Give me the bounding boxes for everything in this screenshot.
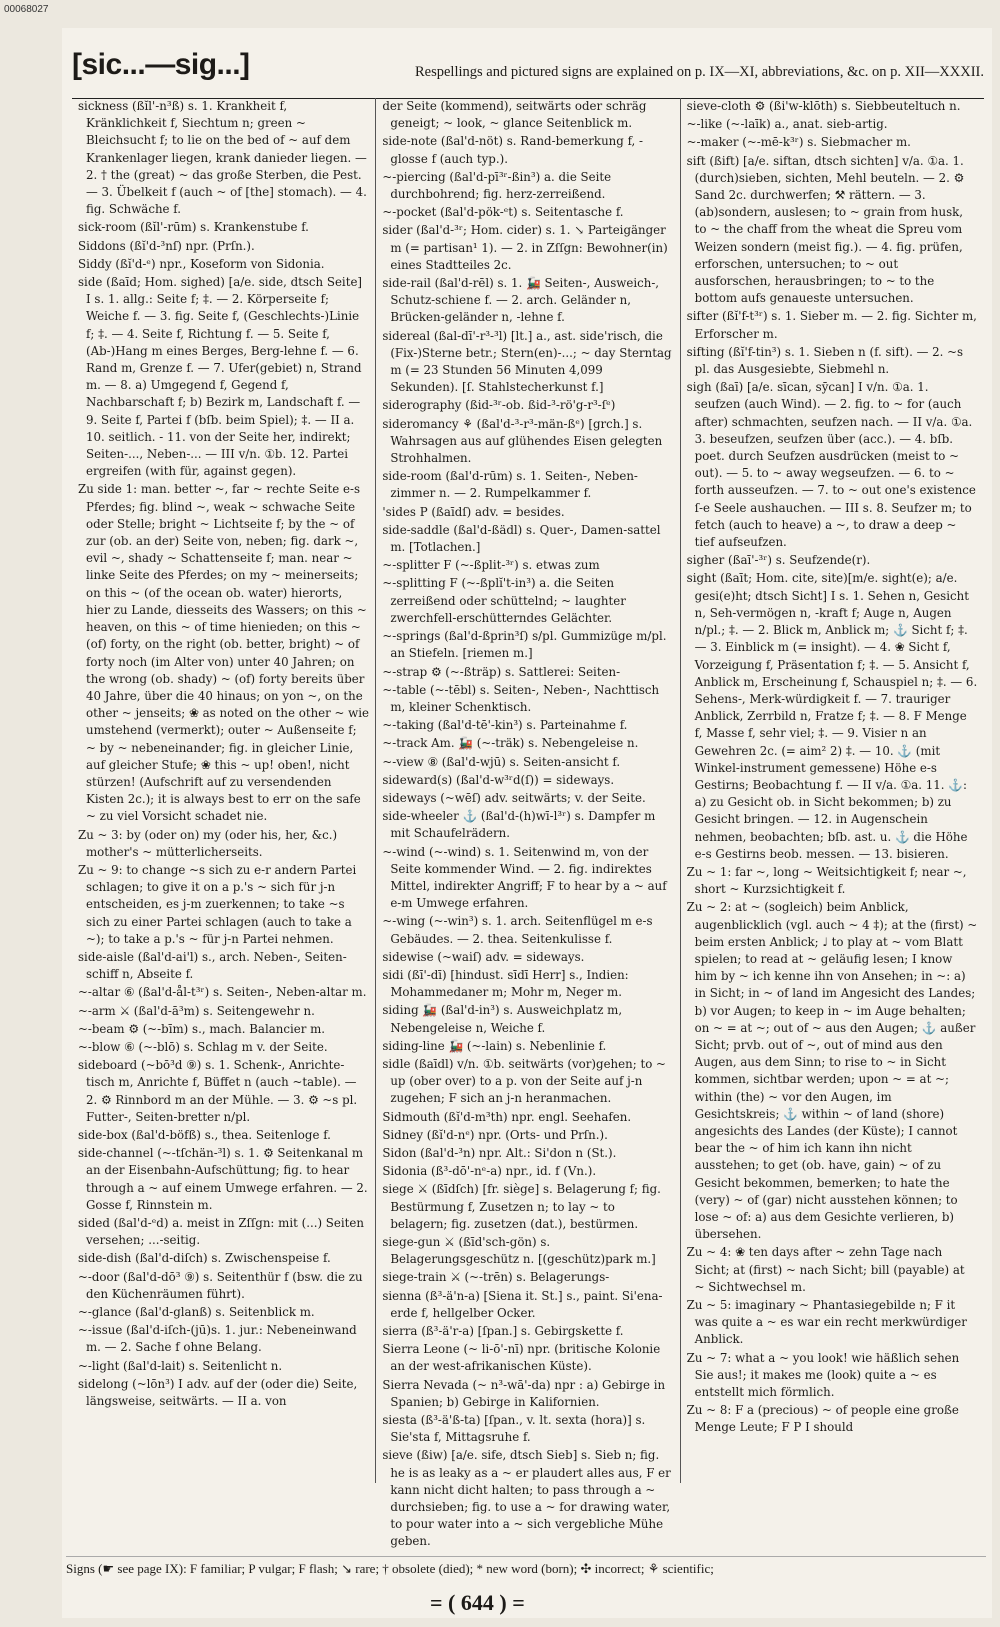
dictionary-entry: ~-splitting F (~-ßplĭ't-in³) a. die Seiten zerreißend oder schüttelnd; ~ laughter zwerchfell-erschütterndes Gelächter. [382,576,626,625]
document-id: 00068027 [4,4,49,15]
dictionary-entry: side-wheeler ⚓ (ßal'd-(h)wī-l³ʳ) s. Dampfer m mit Schaufelrädern. [382,809,656,841]
dictionary-entry: Zu ~ 9: to change ~s sich zu e-r andern Partei schlagen; to give it on a p.'s ~ sich für j-n entscheiden, es j-m zuerkennen; to take ~s sich zu einer Partei schlagen (auch to take a ~); to take a p.'s ~ für j-n Partei nehmen. [78,862,357,946]
dictionary-entry: Siddy (ßĭ'd-ᵉ) npr., Koseform von Sidonia. [78,256,325,271]
dictionary-entry: ~-altar ⑥ (ßal'd-ål-t³ʳ) s. Seiten-, Neben-altar m. [78,985,367,1000]
dictionary-entry: ~-piercing (ßal'd-pī³ʳ-ßin³) a. die Seite durchbohrend; fig. herz-zerreißend. [382,169,612,202]
dictionary-entry: side-aisle (ßal'd-ai'l) s., arch. Neben-, Seiten-schiff n, Abseite f. [78,949,347,982]
dictionary-entry: Zu ~ 8: F a (precious) ~ of people eine große Menge Leute; F P I should [686,1403,959,1435]
dictionary-entry: ~-like (~-laīk) a., anat. sieb-artig. [686,117,888,132]
dictionary-entry: siege ⚔ (ßīdſch) [fr. siège] s. Belagerung f; fig. Bestürmung f, Zusetzen n; to lay ~ to belagern; fig. zusetzen (dat.), bestürmen. [382,1182,661,1231]
dictionary-entry: sided (ßal'd-ᵉd) a. meist in Zſſgn: mit (...) Seiten versehen; ...-seitig. [78,1216,364,1248]
column-2 [376,98,680,1549]
dictionary-entry: siding-line 🚂 (~-lain) s. Nebenlinie f. [382,1038,607,1053]
dictionary-entry: ~-glance (ßal'd-glanß) s. Seitenblick m. [78,1305,315,1320]
dictionary-entry: Siddons (ßĭ'd-³nſ) npr. (Prſn.). [78,238,255,253]
dictionary-entry: Sidonia (ß³-dō'-nᵉ-a) npr., id. f (Vn.). [382,1164,597,1179]
column-1 [72,98,376,1483]
dictionary-entry: ~-track Am. 🚂 (~-träk) s. Nebengeleise n. [382,736,639,751]
header-description: Respellings and pictured signs are explained on p. IX—XI, abbreviations, &c. on p. XII—XXXII. [415,64,984,80]
dictionary-entry: sideways (~wēſ) adv. seitwärts; v. der Seite. [382,790,646,805]
dictionary-entry: Zu ~ 1: far ~, long ~ Weitsichtigkeit f; near ~, short ~ Kurzsichtigkeit f. [686,864,967,897]
dictionary-entry: siege-train ⚔ (~-trēn) s. Belagerungs- [382,1270,610,1285]
dictionary-entry: ~-issue (ßal'd-iſch-(jū)s. 1. jur.: Nebeneinwand m. — 2. Sache f ohne Belang. [78,1323,357,1355]
header-term-range: [sic...—sig...] [72,48,250,81]
dictionary-entry: sigher (ßaī'-³ʳ) s. Seufzende(r). [686,553,871,568]
dictionary-entry: ~-light (ßal'd-lait) s. Seitenlicht n. [78,1358,283,1373]
dictionary-entry: side-dish (ßal'd-diſch) s. Zwischenspeise f. [78,1251,331,1266]
dictionary-entry: Sierra Nevada (~ n³-wā'-da) npr : a) Gebirge in Spanien; b) Gebirge in Kalifornien. [382,1377,666,1409]
dictionary-entry: sigh (ßaī) [a/e. sīcan, sȳcan] I v/n. ①a. 1. seufzen (auch Wind). — 2. fig. to ~ for (auch after) schmachten, seufzen nach. — II v/a. ①a. 3. beseufzen, seufzen über (acc.). — 4. bſb. poet. durch Seufzen ausdrücken (meist to ~ out). — 5. to ~ away wegseufzen. — 6. to ~ forth ausseufzen. — 7. to ~ out one's existence ſ-e Seele aushauchen. — III s. 8. Seufzer m; to fetch (auch to heave) a ~, to draw a deep ~ tief aufseufzen. [686,380,976,550]
dictionary-entry: Zu side 1: man. better ~, far ~ rechte Seite e-s Pferdes; fig. blind ~, weak ~ schwache Seite oder Stelle; bright ~ Lichtseite f; by the ~ of zur (ob. an der) Seite von, neben; fig. dark ~, evil ~, shady ~ Schattenseite f; man. near ~ linke Seite des Pferdes; on my ~ meinerseits; on this ~ (of the ocean ob. water) hierorts, hier zu Lande, diesseits des Wassers; on this ~ heaven, on this ~ of time hienieden; on this ~ (of) forty, on the right (ob. better, bright) ~ of forty noch (im Alter von) unter 40 Jahren; on the wrong (ob. shady) ~ (of) forty bereits über 40 Jahre, über die 40 hinaus; on yon ~, on the other ~ jenseits; ❀ as noted on the other ~ wie umstehend (vermerkt); outer ~ Außenseite f; ~ by ~ nebeneinander; fig. in gleicher Linie, auf gleicher Stufe; ❀ this ~ up! oben!, nicht stürzen! (Aufschrift auf zu versendenden Kisten 2c.); it is always best to err on the safe ~ zu viel Vorsicht schadet nie. [78,482,370,824]
dictionary-entry: ~-table (~-tēbl) s. Seiten-, Neben-, Nachttisch m, kleiner Schenktisch. [382,682,660,714]
dictionary-entry: sifter (ßĭ'f-t³ʳ) s. 1. Sieber m. — 2. fig. Sichter m, Erforscher m. [686,309,977,341]
dictionary-entry: siesta (ß³-ä'ß-ta) [ſpan., v. lt. sexta (hora)] s. Sie'sta f, Mittagsruhe f. [382,1413,646,1445]
dictionary-entry: ~-beam ⚙ (~-bīm) s., mach. Balancier m. [78,1021,326,1036]
page-header [72,48,984,99]
dictionary-entry: ~-door (ßal'd-dō³ ⑨) s. Seitenthür f (bsw. die zu den Küchenräumen führt). [78,1269,363,1301]
dictionary-entry: ~-taking (ßal'd-tē'-kin³) s. Parteinahme f. [382,718,628,733]
dictionary-entry: side-note (ßal'd-nöt) s. Rand-bemerkung f, -glosse f (auch typ.). [382,134,644,166]
column-3 [681,98,984,1483]
dictionary-entry: Sidney (ßĭ'd-nᵉ) npr. (Orts- und Prſn.). [382,1127,608,1142]
dictionary-entry: sight (ßaīt; Hom. cite, site)[m/e. sight(e); a/e. gesi(e)ht; dtsch Sicht] I s. 1. Sehen n, Gesicht n, Seh-vermögen n, -kraft f; Auge n, Augen n/pl.; ‡. — 2. Blick m, Anblick m; ⚓ Sicht f; ‡. — 3. Einblick m (= insight). — 4. ❀ Sicht f, Vorzeigung f, Präsentation f; ‡. — 5. Ansicht f, Anblick m, Erscheinung f, Schauspiel n; ‡. — 6. Sehens-, Merk-würdigkeit f. — 7. trauriger Anblick, Zerrbild n, Fratze f; ‡. — 8. F Menge f, Masse f, sehr viel; ‡. — 9. Visier n an Gewehren 2c. (= aim² 2) ‡. — 10. ⚓ (mit Winkel-instrument gemessene) Höhe e-s Gestirns; Beobachtung f. — II v/a. ①a. 11. ⚓: a) zu Gesicht ob. in Sicht bekommen; b) zu Gesicht bringen. — 12. in Augenschein nehmen, beobachten; bſb. ast. u. ⚓ die Höhe e-s Gestirns beob. messen. — 13. bisieren. [686,571,978,861]
dictionary-entry: sick-room (ßĭl'-rūm) s. Krankenstube f. [78,220,309,235]
dictionary-entry: side-channel (~-tſchän-³l) s. 1. ⚙ Seitenkanal m an der Eisenbahn-Aufschüttung; fig. to hear through a ~ auf einem Umwege erfahren. — 2. Gosse f, Rinnstein m. [78,1146,368,1212]
dictionary-entry: side-saddle (ßal'd-ßädl) s. Quer-, Damen-sattel m. [Totlachen.] [382,522,661,555]
dictionary-entry: Sidmouth (ßĭ'd-m³th) npr. engl. Seehafen. [382,1109,632,1124]
dictionary-entry: sieve-cloth ⚙ (ßi'w-klōth) s. Siebbeuteltuch n. [686,99,961,113]
dictionary-entry: sierra (ß³-ä'r-a) [ſpan.] s. Gebirgskette f. [382,1324,624,1339]
dictionary-entry: Sidon (ßal'd-³n) npr. Alt.: Si'don n (St.). [382,1145,617,1160]
dictionary-entry: ~-springs (ßal'd-ßprin³ſ) s/pl. Gummizüge m/pl. an Stiefeln. [riemen m.] [382,629,667,661]
dictionary-entry: ~-splitter F (~-ßplit-³ʳ) s. etwas zum [382,558,600,573]
dictionary-entry: side-room (ßal'd-rūm) s. 1. Seiten-, Neben-zimmer n. — 2. Rumpelkammer f. [382,469,638,501]
dictionary-entry: sideboard (~bō³d ⑨) s. 1. Schenk-, Anrichte-tisch m, Anrichte f, Büffet n (auch ~table). — 2. ⚙ Rinnbord m an der Mühle. — 3. ⚙ ~s pl. Futter-, Seiten-bretter n/pl. [78,1058,358,1124]
dictionary-entry: sidelong (~lōn³) I adv. auf der (oder die) Seite, längsweise, seitwärts. — II a. von [78,1376,358,1409]
dictionary-entry: sidi (ßī'-dī) [hindust. sīdī Herr] s., Indien: Mohammedaner m; Mohr m, Neger m. [382,967,629,1000]
dictionary-entry: ~-arm ⚔ (ßal'd-ā³m) s. Seitengewehr n. [78,1003,315,1018]
dictionary-entry: Sierra Leone (~ li-ō'-nī) npr. (britische Kolonie an der west-afrikanischen Küste). [382,1342,661,1374]
dictionary-entry: Zu ~ 5: imaginary ~ Phantasiegebilde n; F it was quite a ~ es war ein recht merkwürdiger Anblick. [686,1298,967,1347]
dictionary-entry: ~-maker (~-mē-k³ʳ) s. Siebmacher m. [686,135,911,150]
dictionary-entry: siege-gun ⚔ (ßīd'sch-gön) s. Belagerungsgeschütz n. [(geschütz)park m.] [382,1235,656,1267]
dictionary-entry: ~-wing (~-win³) s. 1. arch. Seitenflügel m e-s Gebäudes. — 2. thea. Seitenkulisse f. [382,914,653,946]
dictionary-entry: ~-wind (~-wind) s. 1. Seitenwind m, von der Seite kommender Wind. — 2. fig. indirektes Mittel, indirekter Angriff; F to hear by a ~ auf e-m Umwege erfahren. [382,844,667,911]
dictionary-entry: sidewise (~waiſ) adv. = sideways. [382,949,585,964]
dictionary-entry: ~-view ⑧ (ßal'd-wjū) s. Seiten-ansicht f. [382,754,621,769]
dictionary-entry: sienna (ß³-ä'n-a) [Siena it. St.] s., paint. Si'ena-erde f, hellgelber Ocker. [382,1288,663,1320]
dictionary-entry: sideward(s) (ßal'd-w³ʳd(ſ)) = sideways. [382,772,615,787]
dictionary-entry: ~-pocket (ßal'd-pök-ᵉt) s. Seitentasche f. [382,205,624,220]
dictionary-entry: sickness (ßĭl'-n³ß) s. 1. Krankheit f, Kränklichkeit f, Siechtum n; green ~ Bleichsucht f; to lie on the bed of ~ auf dem Krankenlager liegen, krank danieder liegen. — 2. † the (great) ~ das große Sterben, die Pest. — 3. Übelkeit f (auch ~ of [the] stomach). — 4. fig. Schwäche f. [78,99,367,217]
page-number: = ( 644 ) = [430,1590,525,1615]
dictionary-entry: der Seite (kommend), seitwärts oder schräg geneigt; ~ look, ~ glance Seitenblick m. [382,99,647,131]
dictionary-entry: sift (ßift) [a/e. siftan, dtsch sichten] v/a. ①a. 1. (durch)sieben, sichten, Mehl beuteln. — 2. ⚙ Sand 2c. durchwerfen; ⚒ rättern. — 3. (ab)sondern, auslesen; to ~ grain from husk, to ~ the chaff from the wheat die Spreu vom Weizen sondern (meist fig.). — 4. fig. prüfen, erforschen, untersuchen; to ~ out ausforschen, herausbringen; to ~ to the bottom aufs genaueste untersuchen. [686,153,965,306]
dictionary-entry: sider (ßal'd-³ʳ; Hom. cider) s. 1. ↘ Parteigänger m (= partisan¹ 1). — 2. in Zſſgn: Bewohner(in) eines Stadtteiles 2c. [382,223,668,272]
dictionary-columns [72,98,984,1549]
dictionary-entry: sidle (ßaīdl) v/n. ①b. seitwärts (vor)gehen; to ~ up (ober over) to a p. von der Seite auf j-n zugehen; F sich an j-n heranmachen. [382,1056,666,1106]
dictionary-entry: siding 🚂 (ßal'd-in³) s. Ausweichplatz m, Nebengeleise n, Weiche f. [382,1003,623,1035]
dictionary-entry: ~-blow ⑥ (~-blō) s. Schlag m v. der Seite. [78,1039,328,1054]
dictionary-entry: Zu ~ 3: by (oder on) my (oder his, her, &c.) mother's ~ mütterlicherseits. [78,827,338,859]
dictionary-entry: Zu ~ 4: ❀ ten days after ~ zehn Tage nach Sicht; at (first) ~ nach Sicht; bill (payable) at ~ Sichtwechsel m. [686,1245,965,1294]
signs-legend: Signs (☛ see page IX): F familiar; P vulgar; F flash; ↘ rare; † obsolete (died); * new word (born); ✣ incorrect; ⚘ scientific; [66,1556,986,1577]
dictionary-entry: side-box (ßal'd-böfß) s., thea. Seitenloge f. [78,1127,331,1142]
dictionary-entry: sidereal (ßal-dī'-r³-³l) [lt.] a., ast. side'risch, die (Fix-)Sterne betr.; Stern(en)-...; ~ day Sterntag m (= 23 Stunden 56 Minuten 4,099 Sekunden). [ſ. Stahlstecherkunst f.] [382,328,672,395]
dictionary-entry: Zu ~ 2: at ~ (sogleich) beim Anblick, augenblicklich (vgl. auch ~ 4 ‡); at the (first) ~ beim ersten Anblick; ♩ to play at ~ vom Blatt spielen; to read at ~ geläufig lesen; I know him by ~ ich kenne ihn von Ansehen; in ~: a) in Sicht; in ~ of land im Angesicht des Landes; b) vor Augen; to keep in ~ im Auge behalten; on ~ = at ~; out of ~ aus den Augen; ⚓ außer Sicht; prvb. out of ~, out of mind aus den Augen, aus dem Sinn; to rise to ~ in Sicht kommen, sichtbar werden; upon ~ = at ~; within (the) ~ vor den Augen, im Gesichtskreis; ⚓ within ~ of land (shore) angesichts des Landes (der Küste); I cannot bear the ~ of him ich kann ihn nicht ausstehen; to get (ob. have, gain) ~ of zu Gesicht bekommen, bemerken; to hate the (very) ~ of (gar) nicht ausstehen können; to lose ~ of: a) aus dem Gesichte verlieren, b) übersehen. [686,900,978,1242]
dictionary-entry: siderography (ßid-³ʳ-ob. ßid-³-rö'g-r³-ſᵉ) [382,398,616,413]
dictionary-entry: sieve (ßiw) [a/e. sife, dtsch Sieb] s. Sieb n; fig. he is as leaky as a ~ er plaudert alles aus, F er kann nicht dicht halten; to pass through a ~ durchsieben; fig. to use a ~ for drawing water, to pour water into a ~ sich vergebliche Mühe geben. [382,1448,671,1549]
dictionary-entry: side (ßaīd; Hom. sighed) [a/e. side, dtsch Seite] I s. 1. allg.: Seite f; ‡. — 2. Körperseite f; Weiche f. — 3. fig. Seite f, (Geschlechts-)Linie f; ‡. — 4. Seite f, Richtung f. — 5. Seite f, (Ab-)Hang m eines Berges, Berg-lehne f. — 6. Rand m, Grenze f. — 7. Ufer(gebiet) n, Strand m. — 8. a) Umgegend f, Gegend f, Nachbarschaft f; b) Bezirk m, Landschaft f. — 9. Seite f, Partei f (bſb. beim Spiel); ‡. — II a. 10. seitlich. - 11. von der Seite her, indirekt; Seiten-..., Neben-... — III v/n. ①b. 12. Partei ergreifen (with für, against gegen). [78,275,363,479]
dictionary-entry: side-rail (ßal'd-rēl) s. 1. 🚂 Seiten-, Ausweich-, Schutz-schiene f. — 2. arch. Geländer n, Brücken-geländer n, -lehne f. [382,276,660,325]
dictionary-entry: Zu ~ 7: what a ~ you look! wie häßlich sehen Sie aus!; it makes me (look) quite a ~ es entstellt mich förmlich. [686,1350,960,1400]
dictionary-entry: sideromancy ⚘ (ßal'd-³-r³-män-ßᵉ) [grch.] s. Wahrsagen aus auf glühendes Eisen gelegten Strohhalmen. [382,416,663,466]
dictionary-entry: ~-strap ⚙ (~-ßträp) s. Sattlerei: Seiten- [382,664,621,679]
dictionary-entry: sifting (ßĭ'f-tin³) s. 1. Sieben n (f. sift). — 2. ~s pl. das Ausgesiebte, Siebmehl n. [686,344,964,377]
dictionary-entry: 'sides P (ßaīdſ) adv. = besides. [382,504,565,519]
